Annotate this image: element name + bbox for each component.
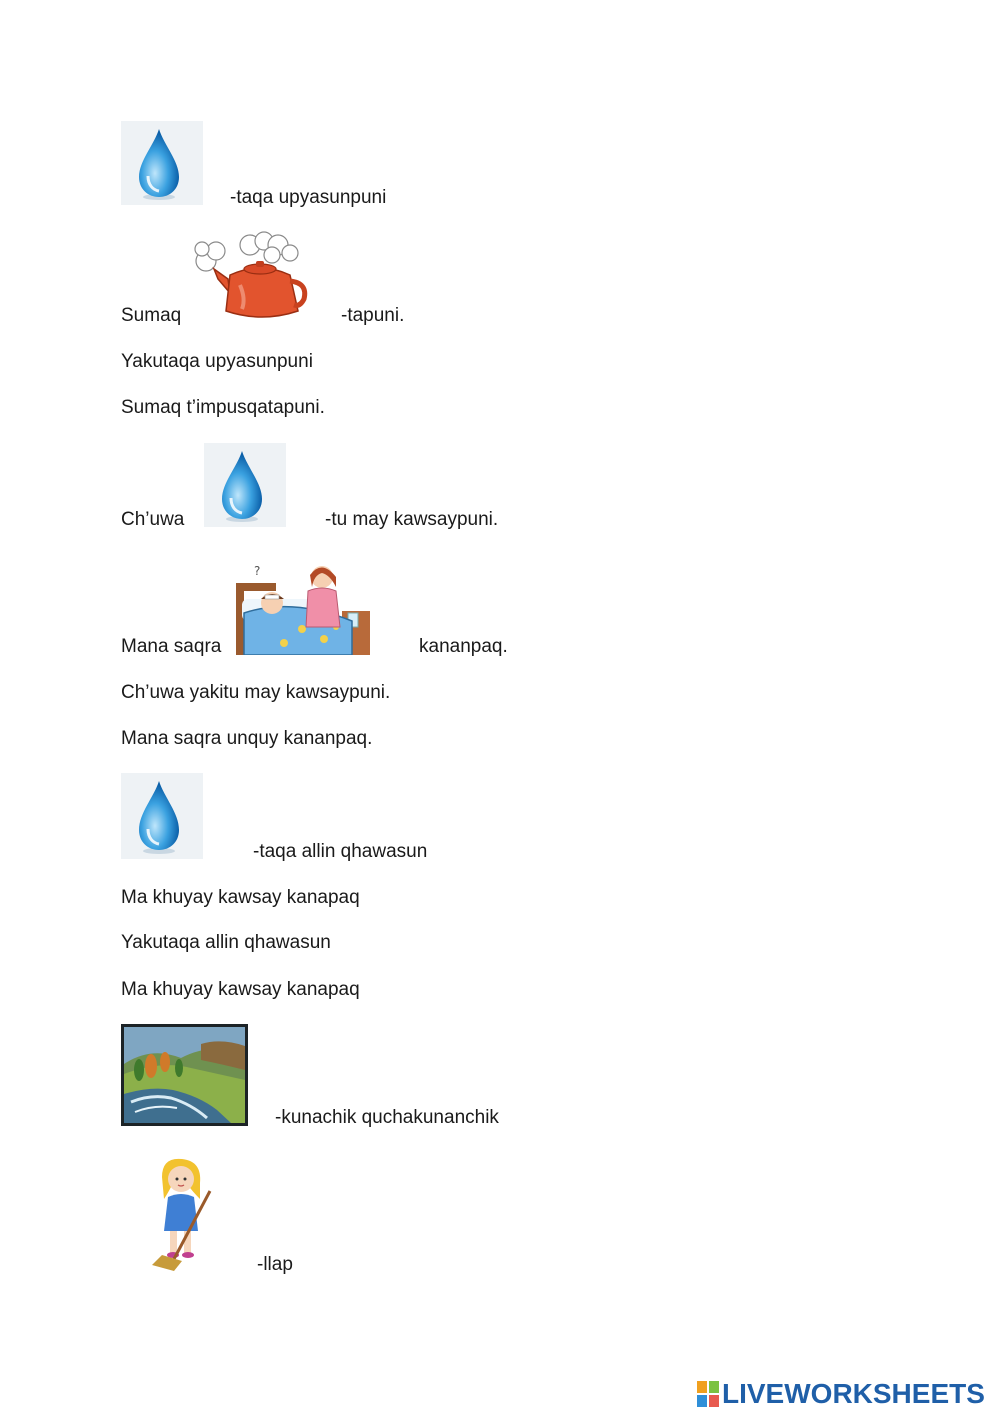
line-7-text: Ch’uwa yakitu may kawsaypuni. xyxy=(121,682,391,703)
line-9-text: -taqa allin qhawasun xyxy=(253,841,428,862)
line-1-text: -taqa upyasunpuni xyxy=(230,187,387,208)
liveworksheets-logo xyxy=(697,1377,985,1411)
svg-text:?: ? xyxy=(254,564,261,578)
sick-child-image xyxy=(232,555,370,655)
sick-child-in-bed-icon xyxy=(232,555,370,655)
liveworksheets-logo-icon xyxy=(697,1381,719,1407)
line-14-text: -llap xyxy=(257,1254,293,1275)
kettle-image xyxy=(192,231,310,325)
line-5-suffix: -tu may kawsaypuni. xyxy=(325,509,499,530)
line-8-text: Mana saqra unquy kananpaq. xyxy=(121,728,373,749)
line-2-word: Sumaq xyxy=(121,305,182,326)
line-6-word: Mana saqra xyxy=(121,636,222,657)
line-13-text: -kunachik quchakunanchik xyxy=(275,1107,499,1128)
line-11-text: Yakutaqa allin qhawasun xyxy=(121,932,331,953)
line-4-text: Sumaq t’impusqatapuni. xyxy=(121,397,325,418)
line-5-word: Ch’uwa xyxy=(121,509,185,530)
water-drop-icon xyxy=(204,443,286,527)
water-drop-image-2 xyxy=(204,443,286,527)
water-drop-image-1 xyxy=(121,121,203,205)
brand-name: LIVEWORKSHEETS xyxy=(722,1378,985,1409)
water-drop-icon xyxy=(121,121,203,205)
boiling-kettle-icon xyxy=(192,231,310,325)
line-10-text: Ma khuyay kawsay kanapaq xyxy=(121,887,360,908)
line-12-text: Ma khuyay kawsay kanapaq xyxy=(121,979,360,1000)
water-drop-icon xyxy=(121,773,203,859)
line-6-suffix: kananpaq. xyxy=(419,636,508,657)
river-landscape-image xyxy=(121,1024,248,1126)
girl-sweeping-image xyxy=(148,1155,218,1273)
river-landscape-icon xyxy=(121,1024,248,1126)
line-3-text: Yakutaqa upyasunpuni xyxy=(121,351,313,372)
line-2-suffix: -tapuni. xyxy=(341,305,405,326)
girl-sweeping-icon xyxy=(148,1155,218,1273)
water-drop-image-3 xyxy=(121,773,203,859)
